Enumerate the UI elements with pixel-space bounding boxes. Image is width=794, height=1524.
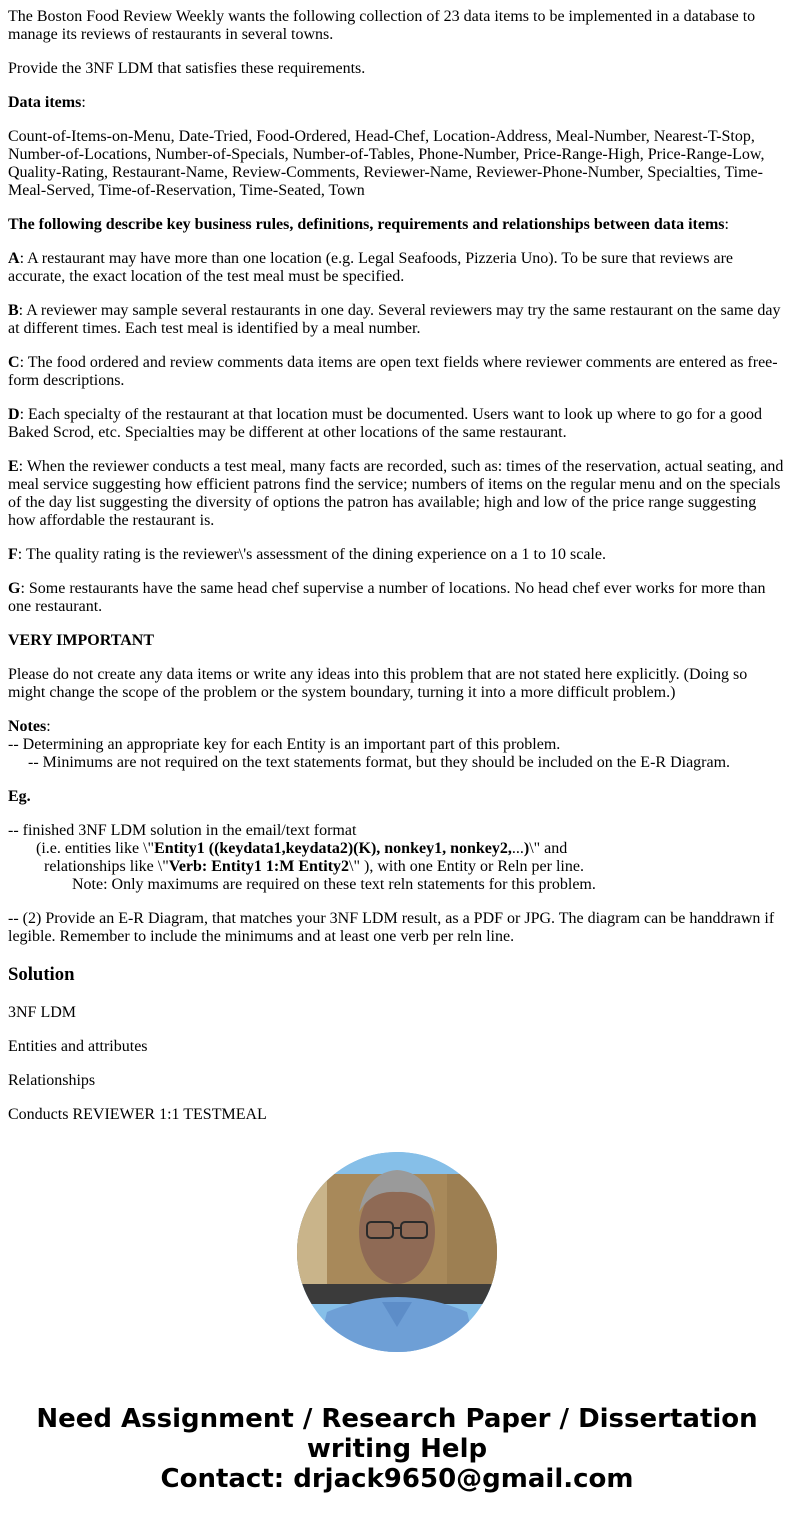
example-line-2: (i.e. entities like \"Entity1 ((keydata1,keydata2)(K), nonkey1, nonkey2,...)\" and [36,840,568,857]
data-items-list: Count-of-Items-on-Menu, Date-Tried, Food-Ordered, Head-Chef, Location-Address, Meal-Number, Nearest-T-Stop, Number-of-Locations, Number-of-Specials, Number-of-Tables, Phone-Number, Price-Range-High, Price-Range-Low, Quality-Rating, Restaurant-Name, Review-Comments, Reviewer-Name, Reviewer-Phone-Number, Specialties, Time-Meal-Served, Time-of-Reservation, Time-Seated, Town [8,128,765,199]
rule-a: A: A restaurant may have more than one location (e.g. Legal Seafoods, Pizzeria Uno). To be sure that reviews are accurate, the exact location of the test meal must be specified. [8,250,734,285]
rule-e: E: When the reviewer conducts a test meal, many facts are recorded, such as: times of the reservation, actual seating, and meal service suggesting how efficient patrons find the service; numbers of items on the regular menu and on the specials of the day list suggesting the diversity of options the patron has available; high and low of the price range suggesting how affordable the restaurant is. [8,458,784,529]
rule-b: B: A reviewer may sample several restaurants in one day. Several reviewers may try the same restaurant on the same day at different times. Each test meal is identified by a meal number. [8,302,781,337]
rules-heading: The following describe key business rules, definitions, requirements and relationships between data items: [8,216,729,233]
example-block [8,822,786,894]
promo-line-1: Need Assignment / Research Paper / Dissertation [36,1404,758,1434]
example-line-5: -- (2) Provide an E-R Diagram, that matches your 3NF LDM result, as a PDF or JPG. The diagram can be handdrawn if legible. Remember to include the minimums and at least one verb per reln line. [8,910,775,945]
rule-g: G: Some restaurants have the same head chef supervise a number of locations. No head chef ever works for more than one restaurant. [8,580,766,615]
solution-entities: Entities and attributes [8,1038,148,1055]
rule-f: F: The quality rating is the reviewer\'s assessment of the dining experience on a 1 to 10 scale. [8,546,606,563]
rule-c: C: The food ordered and review comments data items are open text fields where reviewer comments are entered as free-form descriptions. [8,354,778,389]
solution-ldm: 3NF LDM [8,1004,77,1021]
author-photo-container [0,1152,794,1352]
intro-paragraph: The Boston Food Review Weekly wants the following collection of 23 data items to be implemented in a database to manage its reviews of restaurants in several towns. [8,8,756,43]
important-text: Please do not create any data items or write any ideas into this problem that are not stated here explicitly. (Doing so might change the scope of the problem or the system boundary, turning it into a more difficult problem.) [8,666,748,701]
example-line-4: Note: Only maximums are required on these text reln statements for this problem. [72,876,596,893]
solution-relationship-1: Conducts REVIEWER 1:1 TESTMEAL [8,1106,267,1123]
note-line-1: -- Determining an appropriate key for each Entity is an important part of this problem. [8,736,561,753]
rule-d: D: Each specialty of the restaurant at that location must be documented. Users want to look up where to go for a good Baked Scrod, etc. Specialties may be different at other locations of the same restaurant. [8,406,763,441]
example-line-3: relationships like \"Verb: Entity1 1:M Entity2\" ), with one Entity or Reln per line. [44,858,584,875]
solution-heading: Solution [8,964,75,985]
solution-relationships: Relationships [8,1072,96,1089]
author-avatar [297,1152,497,1352]
important-heading: VERY IMPORTANT [8,632,154,649]
promo-contact: Contact: drjack9650@gmail.com [160,1464,634,1494]
promo-line-2: writing Help [306,1434,488,1464]
example-heading: Eg. [8,788,31,805]
instruction-paragraph: Provide the 3NF LDM that satisfies these requirements. [8,60,366,77]
author-portrait-image [297,1152,497,1352]
notes-block: Notes: -- Determining an appropriate key for each Entity is an important part of this problem. -- Minimums are not required on the text statements format, but they should be included on the E-R Diagram. [8,718,731,771]
example-line-1: -- finished 3NF LDM solution in the email/text format [8,822,357,839]
promo-banner [0,1404,794,1524]
data-items-heading: Data items: [8,94,86,111]
note-line-2: -- Minimums are not required on the text statements format, but they should be included on the E-R Diagram. [28,754,731,771]
